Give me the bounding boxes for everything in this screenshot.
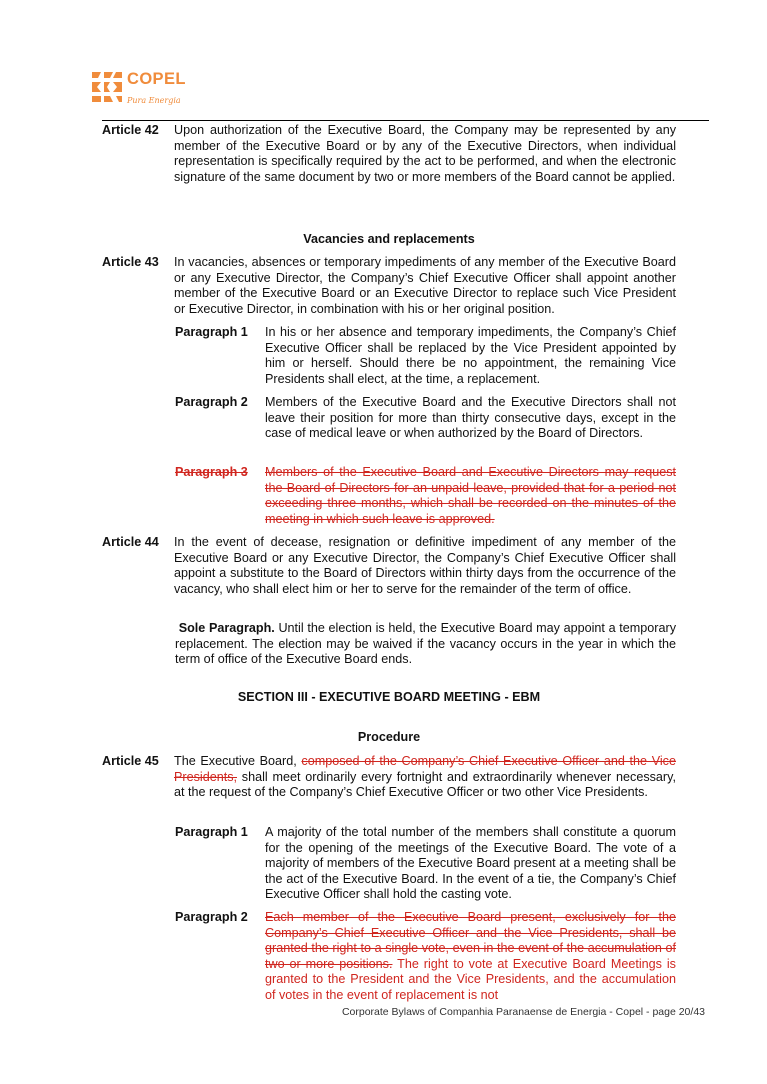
paragraph-1-label: Paragraph 1: [175, 825, 248, 839]
sole-paragraph-label: Sole Paragraph.: [178, 621, 275, 635]
article-45-text: [174, 754, 676, 801]
sole-paragraph-text: Until the election is held, the Executive Board may appoint a temporary replacement. The election may be waived if the vacancy occurs in the year in which the term of office of the Executive Board ends.: [175, 621, 676, 667]
article-43-paragraph-1: [175, 325, 676, 387]
article-45-label: Article 45: [102, 754, 159, 768]
article-45-text-end: shall meet ordinarily every fortnight and extraordinarily whenever necessary, at the request of the Company’s Chief Executive Officer or two other Vice Presidents.: [174, 769, 676, 800]
article-42-text: Upon authorization of the Executive Board, the Company may be represented by any member of the Executive Board or by any of the Executive Directors, when individual representation is specifically required by the act to be performed, and when the electronic signature of the same document by two or more members of the Board cannot be applied.: [174, 123, 676, 184]
heading-vacancies: Vacancies and replacements: [303, 232, 475, 246]
copel-logo: [90, 70, 200, 110]
article-44-text: In the event of decease, resignation or definitive impediment of any member of the Executive Board or any Executive Director, the Company’s Chief Executive Officer shall appoint a substitute to the Board of Directors within thirty days from the occurrence of the vacancy, who shall elect him or her to serve for the remainder of the term of office.: [174, 535, 676, 596]
logo-name: COPEL: [127, 70, 186, 88]
paragraph-3-label: Paragraph 3: [175, 465, 248, 479]
paragraph-2-label: Paragraph 2: [175, 910, 248, 924]
article-43-paragraph-3: [175, 465, 676, 527]
article-45-text-start: The Executive Board,: [174, 754, 297, 768]
article-44-label: Article 44: [102, 535, 159, 549]
heading-section-iii: SECTION III - EXECUTIVE BOARD MEETING - EBM: [237, 690, 541, 704]
article-42-label: Article 42: [102, 123, 159, 137]
paragraph-1-label: Paragraph 1: [175, 325, 248, 339]
paragraph-2-added-text: The right to vote at Executive Board Meetings is granted to the President and the Vice Presidents, and the accumulation of votes in the event of replacement is not: [265, 956, 676, 1002]
article-43: [102, 255, 676, 317]
paragraph-2-text: [265, 910, 676, 1004]
page-footer: Corporate Bylaws of Companhia Paranaense de Energia - Copel - page 20/43: [341, 1006, 705, 1018]
paragraph-2-deleted-text: Each member of the Executive Board present, exclusively for the Company’s Chief Executive Officer and the Vice Presidents, shall be granted the right to a single vote, even in the event of the accumulation of two or more positions.: [265, 910, 676, 971]
article-43-label: Article 43: [102, 255, 159, 269]
paragraph-1-text: A majority of the total number of the members shall constitute a quorum for the opening of the meetings of the Executive Board. The vote of a majority of members of the Executive Board present at a meeting shall be the act of the Executive Board. In the event of a tie, the Company’s Chief Executive Officer shall hold the casting vote.: [265, 825, 676, 902]
article-45-deleted-text: composed of the Company’s Chief Executive Officer and the Vice Presidents,: [174, 754, 676, 784]
article-45-paragraph-1: [175, 825, 676, 903]
logo-tagline: Pura Energia: [127, 96, 181, 105]
article-44: [102, 535, 676, 597]
article-45-paragraph-2: [175, 910, 676, 1004]
paragraph-1-text: In his or her absence and temporary impediments, the Company’s Chief Executive Officer shall be replaced by the Vice President appointed by him or herself. Should there be no appointment, the remaining Vice Presidents shall elect, at the time, a replacement.: [265, 325, 676, 386]
article-42: [102, 123, 676, 185]
article-43-text: In vacancies, absences or temporary impediments of any member of the Executive Board or any Executive Director, the Company’s Chief Executive Officer shall appoint another member of the Executive Board or an Executive Director to replace such Vice President or Executive Director, in combination with his or her original position.: [174, 255, 676, 316]
copel-logo-mark-icon: [90, 70, 124, 104]
header-divider: [102, 120, 709, 121]
paragraph-3-text: Members of the Executive Board and Executive Directors may request the Board of Directors for an unpaid leave, provided that for a period not exceeding three months, which shall be recorded on the minutes of the meeting in which such leave is approved.: [265, 465, 676, 526]
article-44-sole-paragraph: [175, 621, 676, 668]
paragraph-2-label: Paragraph 2: [175, 395, 248, 409]
article-45: [102, 754, 676, 801]
heading-procedure: Procedure: [357, 730, 421, 744]
article-43-paragraph-2: [175, 395, 676, 442]
paragraph-2-text: Members of the Executive Board and the Executive Directors shall not leave their position for more than thirty consecutive days, except in the case of medical leave or when authorized by the Board of Directors.: [265, 395, 676, 441]
